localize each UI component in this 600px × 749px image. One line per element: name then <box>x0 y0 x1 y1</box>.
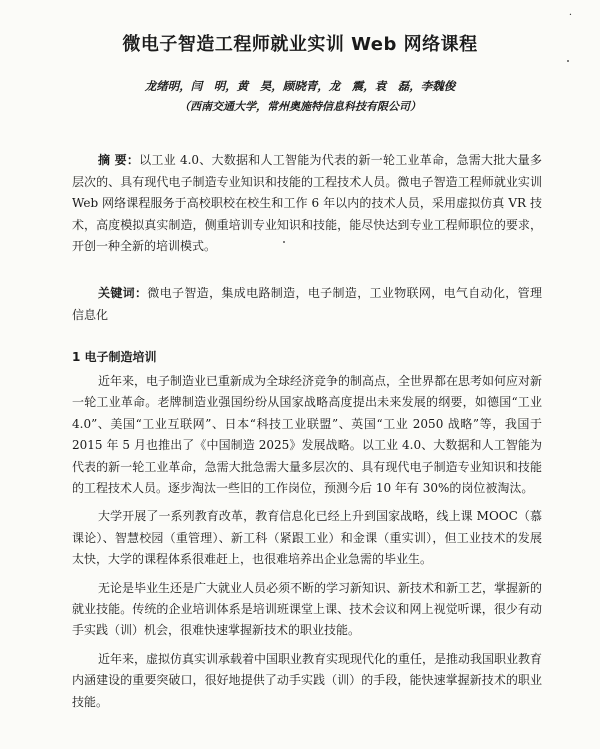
keywords-label: 关键词： <box>98 286 148 300</box>
paragraph: 无论是毕业生还是广大就业人员必须不断的学习新知识、新技术和新工艺，掌握新的就业技能。传统的企业培训体系是培训班课堂上课、技术会议和网上视觉听课，很少有动手实践（训）机会，很难快速掌握新技术的职业技能。 <box>72 580 543 638</box>
abstract-label: 摘 要： <box>98 153 140 167</box>
paragraph: 近年来，虚拟仿真实训承载着中国职业教育实现现代化的重任，是推动我国职业教育内涵建设的重要突破口，很好地提供了动手实践（训）的手段，能快速掌握新技术的职业技能。 <box>72 651 543 709</box>
paper-title: 微电子智造工程师就业实训 Web 网络课程 <box>122 34 478 55</box>
section-body <box>72 371 542 720</box>
section-heading: 1 电子制造培训 <box>72 350 157 364</box>
scan-speck <box>567 60 569 62</box>
author-list: 龙绪明，闫 明，黄 昊，顾晓青，龙 震，袁 磊，李魏俊 <box>144 79 456 93</box>
keywords-block <box>72 283 542 326</box>
affiliation: （西南交通大学，常州奥施特信息科技有限公司） <box>179 100 421 113</box>
paragraph: 近年来，电子制造业已重新成为全球经济竞争的制高点，全世界都在思考如何应对新一轮工业革命。老牌制造业强国纷纷从国家战略高度提出未来发展的纲要，如德国“工业 4.0”、美国“工业互联网”、日本“科技工业联盟”、英国“工业 2050 战略”等，我国于 2015 年 5 月也推出了《中国制造 2025》发展战略。以工业 4.0、大数据和人工智能为代表的新一轮工业革命，急需大批急需大量多层次的、具有现代电子制造专业知识和技能的工程技术人员。逐步淘汰一些旧的工作岗位，预测今后 10 年有 30%的岗位被淘汰。 <box>72 374 543 496</box>
keywords-text: 微电子智造，集成电路制造，电子制造，工业物联网，电气自动化，管理信息化 <box>72 286 542 322</box>
paragraph: 大学开展了一系列教育改革，教育信息化已经上升到国家战略，线上课 MOOC（慕课论）、智慧校园（重管理）、新工科（紧跟工业）和金课（重实训），但工业技术的发展太快，大学的课程体系很难赶上，也很难培养出企业急需的毕业生。 <box>72 509 542 567</box>
abstract-text: 以工业 4.0、大数据和人工智能为代表的新一轮工业革命，急需大批大量多层次的、具有现代电子制造专业知识和技能的工程技术人员。微电子智造工程师就业实训 Web 网络课程服务于高校职校在校生和工作 6 年以内的技术人员，采用虚拟仿真 VR 技术，高度模拟真实制造，侧重培训专业知识和技能，能尽快达到专业工程师职位的要求，开创一种全新的培训模式。 <box>72 153 542 253</box>
scan-speck <box>283 241 285 243</box>
corner-mark: · <box>568 10 572 21</box>
abstract-block <box>72 150 542 258</box>
